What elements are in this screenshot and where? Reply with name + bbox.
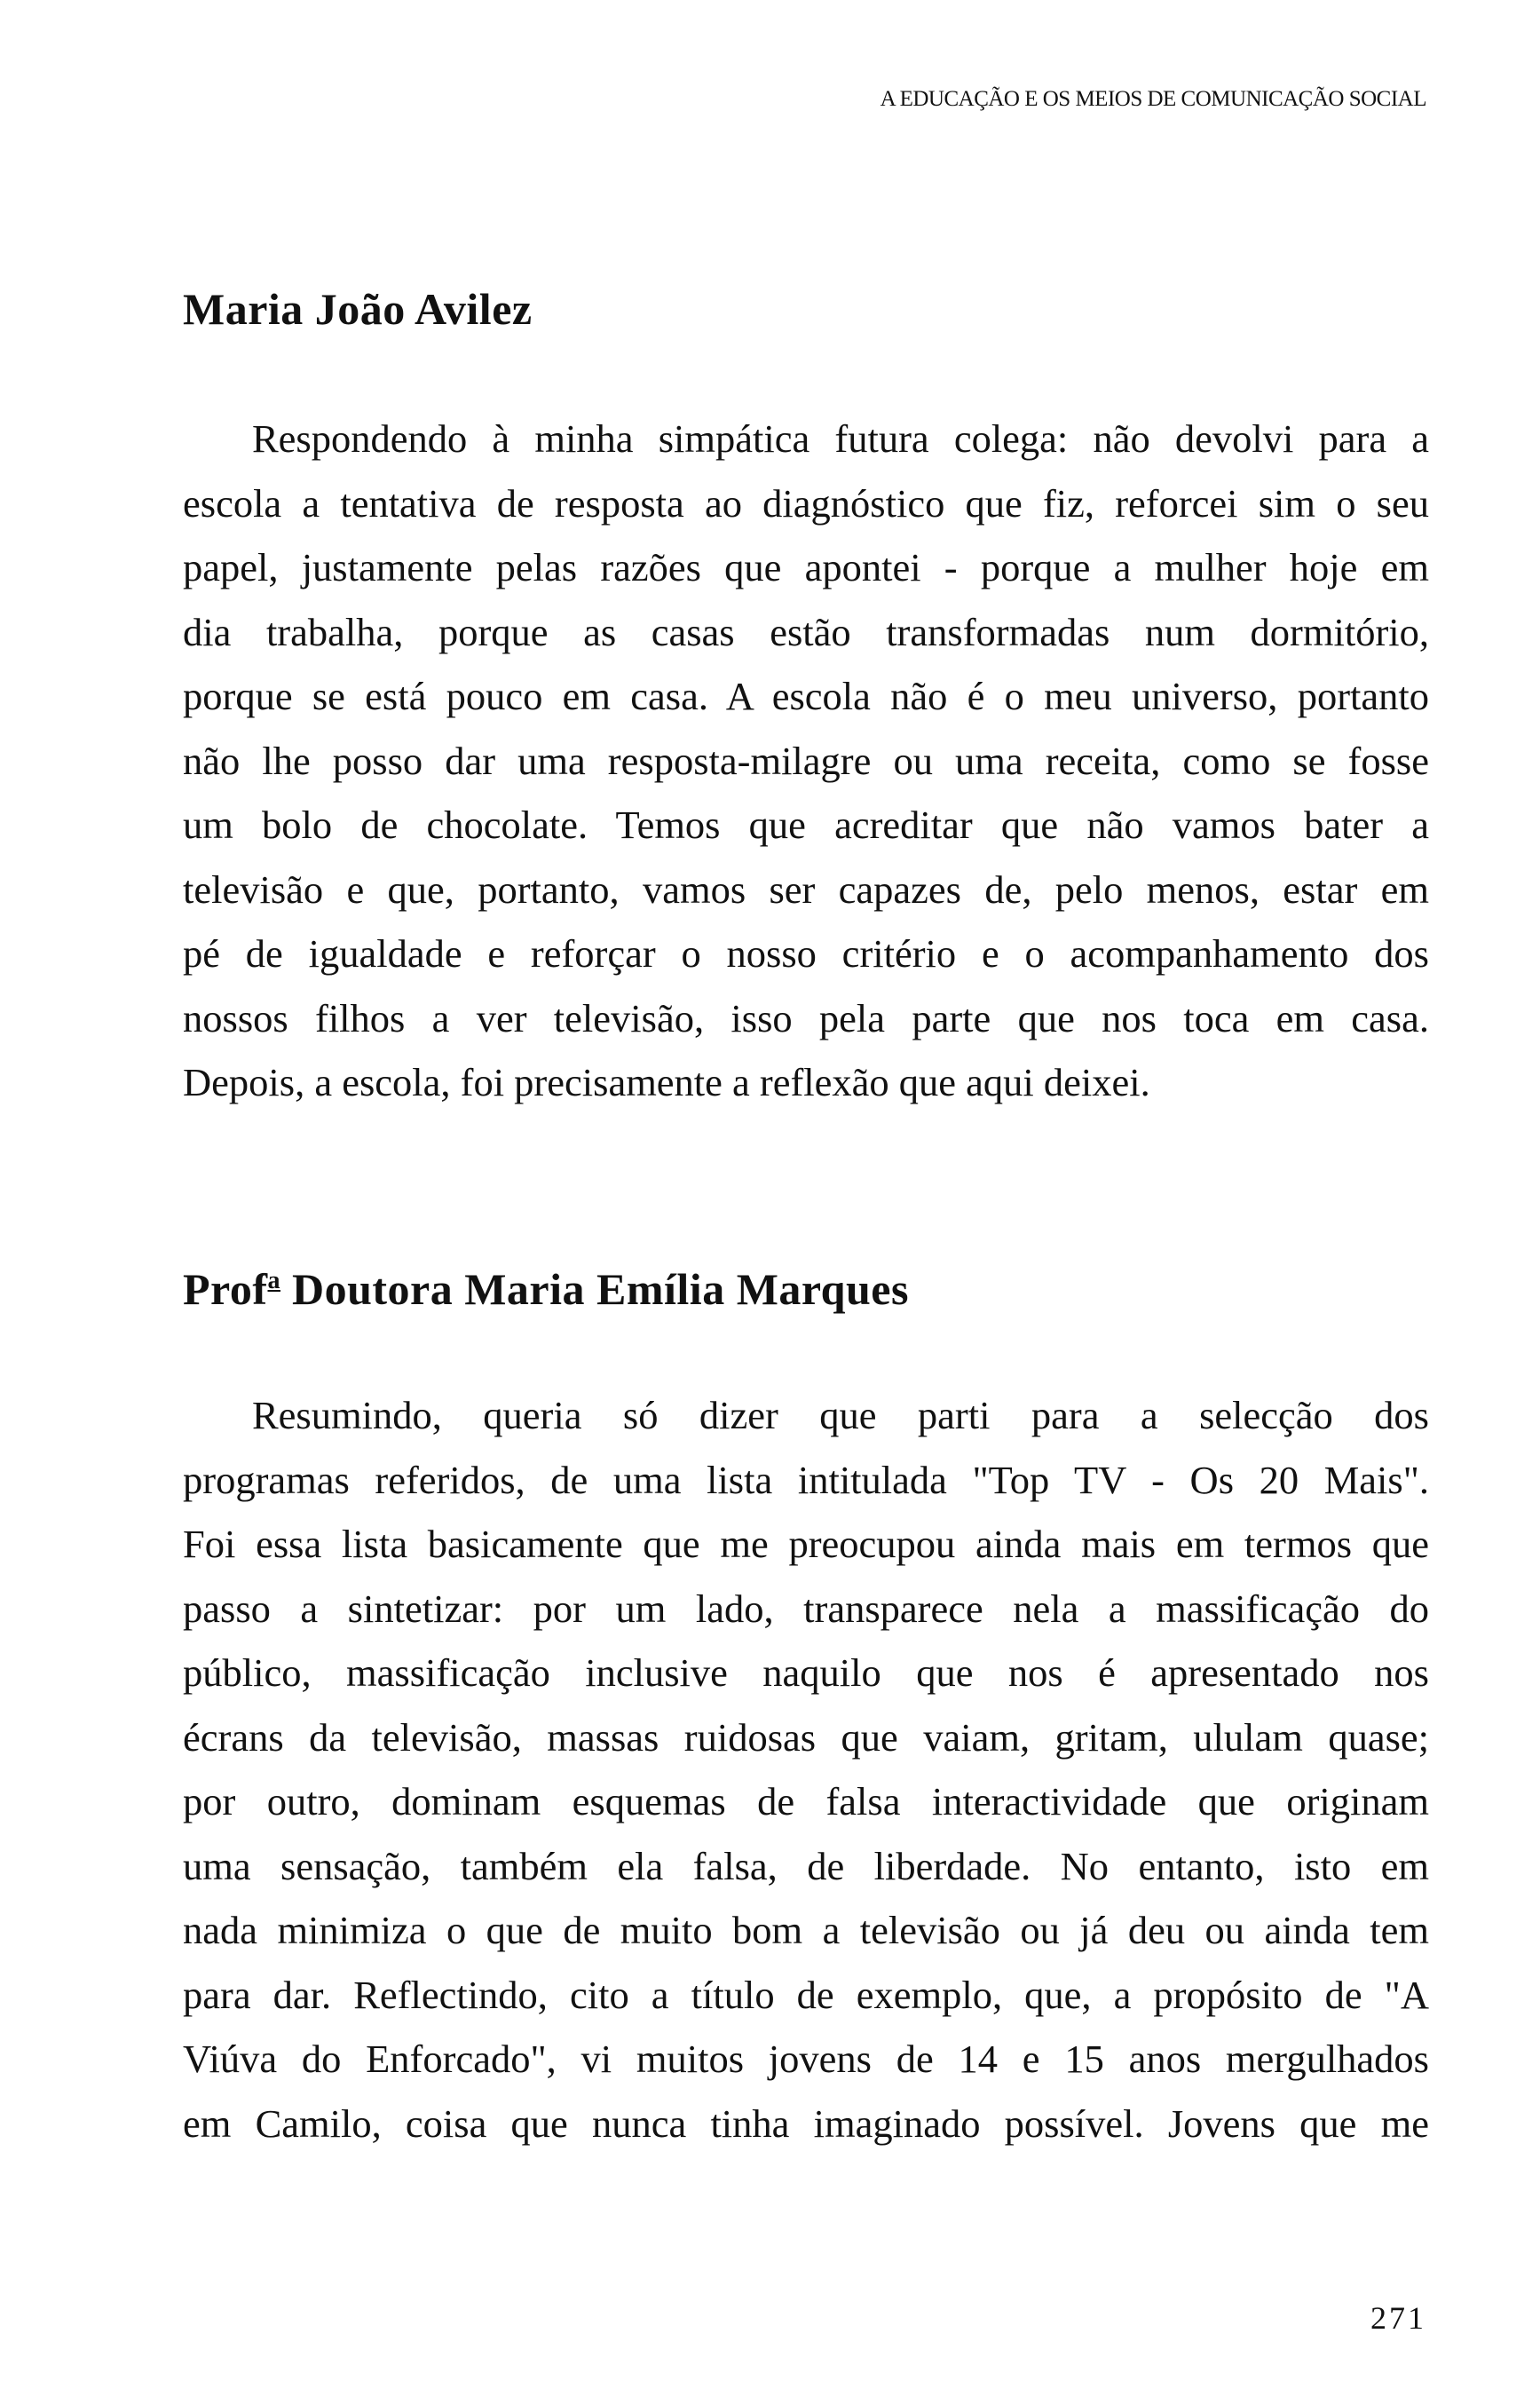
text-line: para dar. Reflectindo, cito a título de exemplo, que, a propósito de "A [183, 1972, 1429, 2017]
text-line: papel, justamente pelas razões que apontei - porque a mulher hoje em [183, 545, 1429, 589]
text-line: público, massificação inclusive naquilo que nos é apresentado nos [183, 1650, 1429, 1695]
text-line: não lhe posso dar uma resposta-milagre ou uma receita, como se fosse [183, 738, 1429, 783]
text-line: Resumindo, queria só dizer que parti para a selecção dos [252, 1393, 1429, 1437]
text-line: Respondendo à minha simpática futura colega: não devolvi para a [252, 416, 1429, 461]
text-line: uma sensação, também ela falsa, de liberdade. No entanto, isto em [183, 1843, 1429, 1888]
speaker-title: Prof [183, 1264, 268, 1314]
text-line: passo a sintetizar: por um lado, transparece nela a massificação do [183, 1586, 1429, 1631]
page-number: 271 [1370, 2300, 1426, 2336]
text-line: dia trabalha, porque as casas estão transformadas num dormitório, [183, 609, 1429, 654]
speaker-section [183, 282, 1429, 1115]
speaker-name: Maria João Avilez [183, 284, 533, 334]
text-line: um bolo de chocolate. Temos que acreditar que não vamos bater a [183, 803, 1429, 847]
speech-paragraph [183, 407, 1429, 1115]
text-line: em Camilo, coisa que nunca tinha imaginado possível. Jovens que me [183, 2100, 1429, 2146]
text-line: nada minimiza o que de muito bom a televisão ou já deu ou ainda tem [183, 1908, 1429, 1952]
speaker-title-ordinal: a [267, 1267, 280, 1294]
text-line: programas referidos, de uma lista intitulada "Top TV - Os 20 Mais". [183, 1457, 1429, 1502]
text-line: escola a tentativa de resposta ao diagnóstico que fiz, reforcei sim o seu [183, 480, 1429, 526]
text-line: pé de igualdade e reforçar o nosso critério e o acompanhamento dos [183, 931, 1429, 976]
text-line: televisão e que, portanto, vamos ser capazes de, pelo menos, estar em [183, 866, 1429, 912]
text-line: Depois, a escola, foi precisamente a reflexão que aqui deixei. [183, 1060, 1150, 1104]
speaker-full-name: Doutora Maria Emília Marques [291, 1264, 909, 1314]
speech-paragraph [183, 1383, 1429, 2156]
text-line: écrans da televisão, massas ruidosas que vaiam, gritam, ululam quase; [183, 1714, 1429, 1760]
text-line: por outro, dominam esquemas de falsa interactividade que originam [183, 1779, 1429, 1823]
speaker-name [183, 1262, 1429, 1316]
text-line: nossos filhos a ver televisão, isso pela parte que nos toca em casa. [183, 995, 1429, 1040]
speaker-section [183, 1262, 1429, 2156]
text-line: porque se está pouco em casa. A escola não é o meu universo, portanto [183, 674, 1429, 718]
text-line: Foi essa lista basicamente que me preocupou ainda mais em termos que [183, 1522, 1429, 1566]
running-header: A EDUCAÇÃO E OS MEIOS DE COMUNICAÇÃO SOCIAL [880, 87, 1426, 111]
text-line: Viúva do Enforcado", vi muitos jovens de 14 e 15 anos mergulhados [183, 2037, 1429, 2081]
